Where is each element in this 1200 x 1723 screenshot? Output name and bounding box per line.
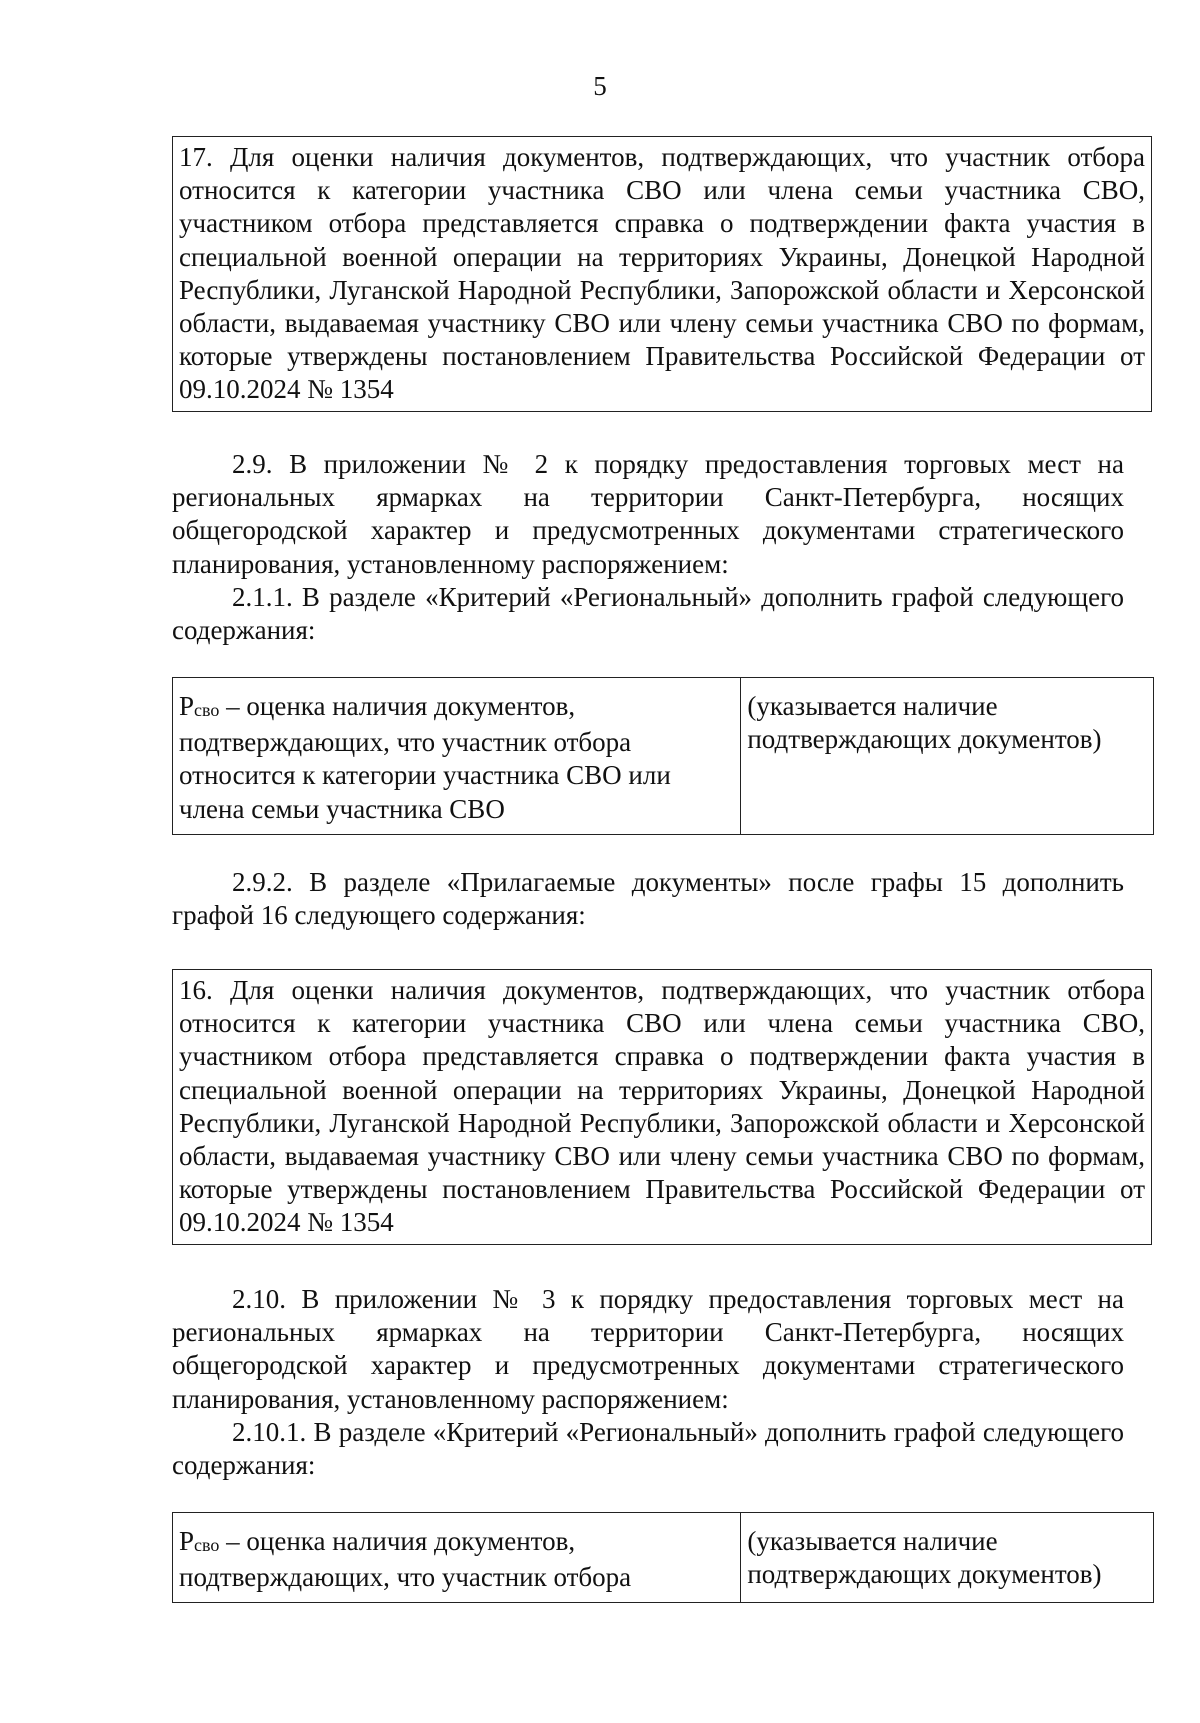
table-row bbox=[173, 1513, 1154, 1603]
paragraph-2-9-2: 2.9.2. В разделе «Прилагаемые документы» после графы 15 дополнить графой 16 следующего содержания: bbox=[172, 867, 1124, 931]
table-row bbox=[173, 678, 1154, 835]
page-number: 5 bbox=[593, 71, 607, 101]
inserted-item-17-box bbox=[172, 136, 1152, 412]
paragraph-2-10-1: 2.10.1. В разделе «Критерий «Региональный» дополнить графой следующего содержания: bbox=[172, 1417, 1124, 1481]
criterion-description-cell bbox=[173, 678, 741, 835]
criterion-value: (указывается наличие подтверждающих документов) bbox=[747, 1526, 1102, 1590]
paragraph-2-1-1: 2.1.1. В разделе «Критерий «Региональный» дополнить графой следующего содержания: bbox=[172, 582, 1124, 646]
criterion-symbol: Р bbox=[179, 1526, 195, 1556]
criterion-description-cell bbox=[173, 1513, 741, 1603]
item-16-text: 16. Для оценки наличия документов, подтверждающих, что участник отбора относится к категории участника СВО или члена семьи участника СВО, участником отбора представляется справка о подтверждении факта участия в специальной военной операции на территориях Украины, Донецкой Народной Республики, Луганской Народной Республики, Запорожской области и Херсонской области, выдаваемая участнику СВО или члену семьи участника СВО по формам, которые утверждены постановлением Правительства Российской Федерации от 09.10.2024 № 1354 bbox=[179, 975, 1145, 1238]
criterion-table-1 bbox=[172, 677, 1154, 835]
criterion-value-cell bbox=[741, 1513, 1154, 1603]
criterion-value: (указывается наличие подтверждающих документов) bbox=[747, 691, 1102, 755]
paragraph-2-10: 2.10. В приложении № 3 к порядку предоставления торговых мест на региональных ярмарках на территории Санкт-Петербурга, носящих общегородской характер и предусмотренных документами стратегического планирования, установленному распоряжением: bbox=[172, 1284, 1124, 1414]
criterion-description: – оценка наличия документов, подтверждающих, что участник отбора относится к категории участника СВО или члена семьи участника СВО bbox=[179, 691, 671, 824]
item-17-text: 17. Для оценки наличия документов, подтверждающих, что участник отбора относится к категории участника СВО или члена семьи участника СВО, участником отбора представляется справка о подтверждении факта участия в специальной военной операции на территориях Украины, Донецкой Народной Республики, Луганской Народной Республики, Запорожской области и Херсонской области, выдаваемая участнику СВО или члену семьи участника СВО по формам, которые утверждены постановлением Правительства Российской Федерации от 09.10.2024 № 1354 bbox=[179, 142, 1145, 405]
paragraph-2-9: 2.9. В приложении № 2 к порядку предоставления торговых мест на региональных ярмарках на территории Санкт-Петербурга, носящих общегородской характер и предусмотренных документами стратегического планирования, установленному распоряжением: bbox=[172, 449, 1124, 579]
criterion-description: – оценка наличия документов, подтверждающих, что участник отбора bbox=[179, 1526, 632, 1593]
criterion-value-cell bbox=[741, 678, 1154, 835]
criterion-symbol-subscript: сво bbox=[194, 1535, 220, 1555]
criterion-symbol: Р bbox=[179, 691, 195, 721]
criterion-table-2 bbox=[172, 1512, 1154, 1603]
inserted-item-16-box bbox=[172, 969, 1152, 1245]
criterion-symbol-subscript: сво bbox=[194, 700, 220, 720]
